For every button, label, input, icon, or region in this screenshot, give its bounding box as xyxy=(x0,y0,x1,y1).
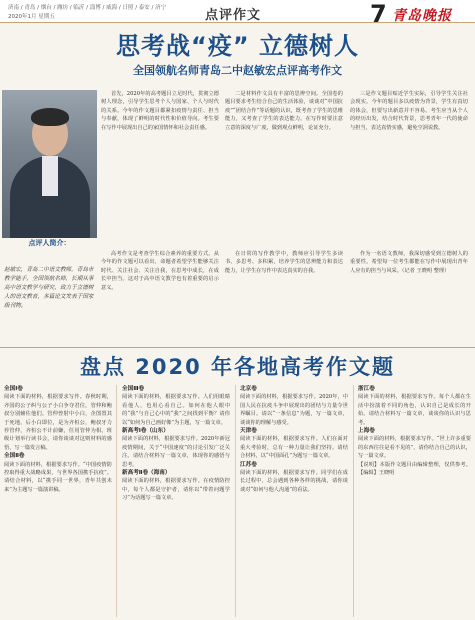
reviewer-label: 点评人简介： xyxy=(28,239,71,247)
essay-prompt: 阅读下面的材料，根据要求写作。“中国疫情防控取得重大战略成果，与世界各国携手抗疫”。请结合材料，以“携手同一世界，青年共创未来”为主题写一篇演讲稿。 xyxy=(4,461,112,493)
essay-prompt: 阅读下面的材料，根据要求写作。2020年，中国人民在抗疫斗争中展现出的团结与力量令世界瞩目。请以“一条信息”为题，写一篇文章，谈谈你的理解与感受。 xyxy=(240,394,348,426)
province-heading: 新高考Ⅰ卷（山东） xyxy=(122,428,169,435)
article-title: 思考战“疫” 立德树人 xyxy=(116,32,359,60)
essay-topics-column-1 xyxy=(4,385,112,617)
essay-prompt: 阅读下面的材料，根据要求写作。人们用眼睛看他人，也用心看自己。如何在他人眼中的“我”与自己心中的“我”之间找到平衡？请你以“如何为自己画好像”为主题，写一篇文章。 xyxy=(122,394,230,426)
province-heading: 天津卷 xyxy=(240,428,257,435)
province-heading: 新高考Ⅱ卷（海南） xyxy=(122,470,171,477)
province-heading: 上海卷 xyxy=(358,428,375,435)
paragraph: 首先，2020年的高考题目立足时代，贯彻立德树人理念，引导学生思考个人与国家、个人与时代的关系。今年的作文题目都紧扣疫情与责任、担当与奉献，体现了鲜明的时代性和价值导向。考生要在写作中展现出自己的家国情怀和社会责任感。 xyxy=(101,91,219,131)
column-rule xyxy=(353,385,354,617)
article-column-3 xyxy=(350,90,468,240)
article-column-6 xyxy=(350,250,468,350)
paragraph: 二是材料作文具有丰富的思辨空间。全国卷的题目要求考生结合自己的生活体验，谈谈对“中国抗疫”“团结合作”等话题的认识，既考查了学生的思维能力，又考查了学生的表达能力。在写作时要注意立意的深度与广度，做到观点鲜明，论证充分。 xyxy=(225,91,343,131)
essay-prompt: 阅读下面的材料，根据要求写作。2020年新冠疫情期间，关于“中国速度”的讨论引发广泛关注。请结合材料写一篇文章，体现你的感悟与思考。 xyxy=(122,436,230,468)
essay-prompt: 【说明】本版作文题目由编辑整理，仅供参考。【编辑】王晓明 xyxy=(358,461,471,477)
essay-prompt: 阅读下面的材料，根据要求写作。春秋时期，齐国的公子纠与公子小白争夺君位，管仲和鲍叔分别辅佐他们。管仲曾射中小白，企图置其于死地。后小白即位，是为齐桓公，鲍叔牙力荐管仲，齐桓公不计前嫌，任用管仲为相。班级计划举行读书会，请你谈谈对这则材料的感悟，写一篇发言稿。 xyxy=(4,394,112,451)
province-heading: 全国Ⅲ卷 xyxy=(122,386,145,392)
province-heading: 江苏卷 xyxy=(240,461,257,468)
essay-prompt: 阅读下面的材料，根据要求写作。同学们在成长过程中，总会遇到各种各样的挑战，请你谈谈对“如何与他人沟通”的看法。 xyxy=(240,470,348,493)
newspaper-logo: 青岛晚报 xyxy=(392,8,452,24)
header-tags: 济南 / 青岛 / 烟台 / 潍坊 / 临沂 / 淄博 / 威海 / 日照 / 泰安 / 济宁 xyxy=(8,5,167,11)
article-column-4 xyxy=(101,250,219,350)
reviewer-bio: 赵敏宏，青岛二中语文教师，青岛市教学能手，全国领航名师，长期从事高中语文教学与研究，致力于立德树人的语文教育，多篇论文发表于国家级刊物。 xyxy=(4,267,94,309)
section-title: 点评作文 xyxy=(205,8,262,23)
paragraph: 在日常的写作教学中，教师应引导学生多读书、多思考、多积累，培养学生的思辨能力和表达能力，让学生在写作中表达真实的自我。 xyxy=(225,251,343,274)
reviewer-photo xyxy=(2,90,97,238)
province-heading: 北京卷 xyxy=(240,386,257,392)
article-column-1 xyxy=(101,90,219,240)
section-divider xyxy=(0,347,475,348)
paragraph: 三是作文题目贴近学生实际，引导学生关注社会现实。今年的题目多以疫情为背景，学生有真切的体会，但要写出新意并不容易。考生应当从个人的经历出发，结合时代背景，思考青年一代的使命与担当，表达真情实感，避免空洞说教。 xyxy=(350,91,468,131)
page-number: 7 xyxy=(370,0,387,28)
essay-prompt: 阅读下面的材料，根据要求写作。在疫情防控中，每个人都是守护者，请你以“带着问题学习”为话题写一篇文章。 xyxy=(122,478,230,502)
essay-topics-column-4 xyxy=(358,385,471,617)
article2-title: 盘点 2020 年各地高考作文题 xyxy=(79,355,396,379)
essay-prompt: 阅读下面的材料，根据要求写作。人们在面对重大考验时，总有一种力量让我们坚持。请结合材料，以“中国面孔”为题写一篇文章。 xyxy=(240,436,348,460)
column-rule xyxy=(235,385,236,617)
essay-topics-column-2 xyxy=(122,385,230,617)
essay-topics-column-3 xyxy=(240,385,348,617)
province-heading: 全国Ⅱ卷 xyxy=(4,453,25,460)
article-column-5 xyxy=(225,250,343,350)
province-heading: 全国Ⅰ卷 xyxy=(4,386,23,392)
paragraph: 高考作文是考查学生综合素养的重要方式。从今年的作文题可以看出，命题者希望学生能够关注时代、关注社会、关注自我，在思考中成长，在成长中担当。这对于高中语文教学也有着重要的启示意义。 xyxy=(101,251,219,291)
essay-prompt: 阅读下面的材料，根据要求写作。每个人都在生活中扮演着不同的角色，认识自己是成长的开始。请结合材料写一篇文章，谈谈你的认识与思考。 xyxy=(358,394,471,426)
province-heading: 浙江卷 xyxy=(358,386,375,392)
article-subtitle: 全国领航名师青岛二中赵敏宏点评高考作文 xyxy=(133,64,342,77)
paragraph: 作为一名语文教师，我深切感受到立德树人的重要性。希望每一位考生都能在写作中展现出青年人应有的担当与风采。（记者 王晓明 整理） xyxy=(350,251,468,274)
header-date: 2020年1月 星期五 xyxy=(8,14,55,20)
essay-prompt: 阅读下面的材料，根据要求写作。“世上许多重要的东西往往是看不见的”，请你结合自己的认识，写一篇文章。 xyxy=(358,436,471,460)
article-column-2 xyxy=(225,90,343,240)
column-rule xyxy=(116,385,117,617)
